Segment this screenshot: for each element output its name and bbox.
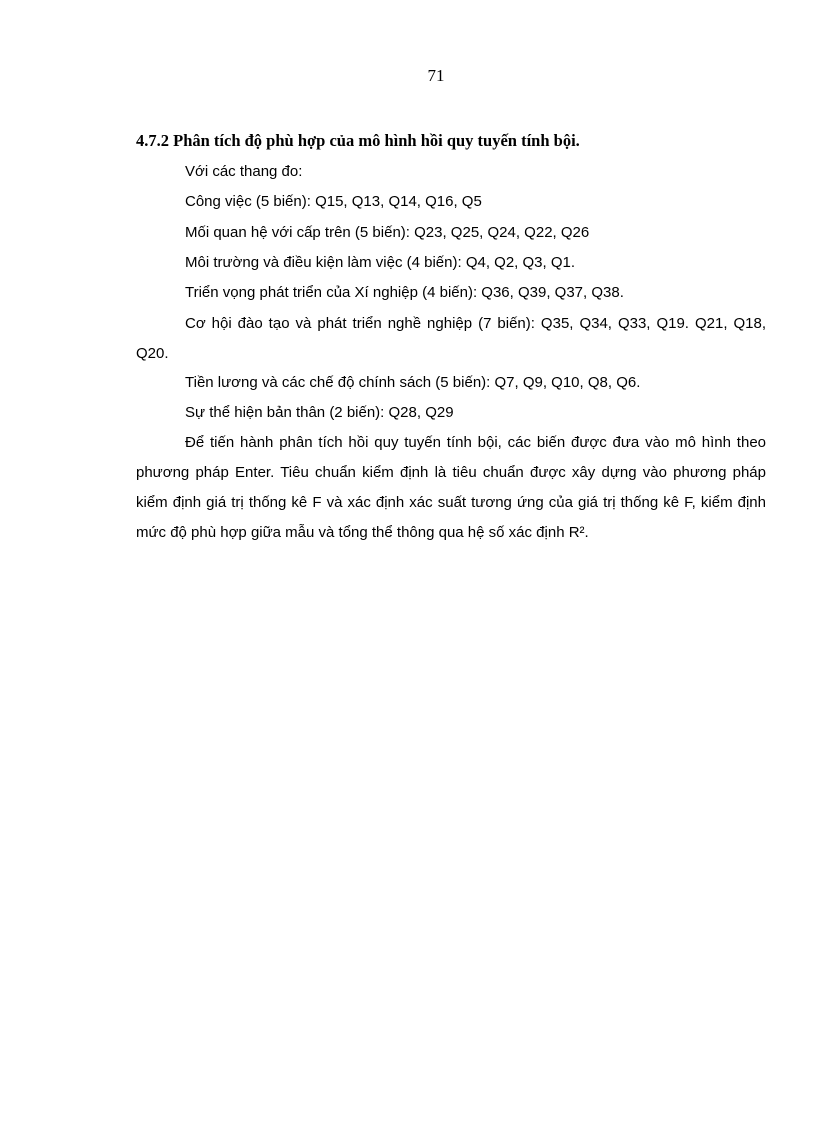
scale-item: Sự thể hiện bản thân (2 biến): Q28, Q29: [185, 404, 454, 421]
scale-item: Mối quan hệ với cấp trên (5 biến): Q23, Q25, Q24, Q22, Q26: [185, 224, 590, 241]
scale-item: Triển vọng phát triển của Xí nghiệp (4 biến): Q36, Q39, Q37, Q38.: [185, 284, 624, 301]
intro-line: Với các thang đo:: [185, 163, 303, 180]
scale-item-training: Cơ hội đào tạo và phát triển nghề nghiệp (7 biến): Q35, Q34, Q33, Q19. Q21, Q18, Q20.: [136, 315, 766, 362]
scale-item: Môi trường và điều kiện làm việc (4 biến): Q4, Q2, Q3, Q1.: [185, 254, 576, 271]
body-paragraph: Để tiến hành phân tích hồi quy tuyến tính bội, các biến được đưa vào mô hình theo phương pháp Enter. Tiêu chuẩn kiểm định là tiêu chuẩn được xây dựng vào phương pháp kiểm định giá trị thống kê F và xác định xác suất tương ứng của giá trị thống kê F, kiểm định mức độ phù hợp giữa mẫu và tổng thể thông qua hệ số xác định R².: [136, 434, 766, 541]
scale-item: Công việc (5 biến): Q15, Q13, Q14, Q16, Q5: [185, 193, 482, 210]
scale-item: Tiền lương và các chế độ chính sách (5 biến): Q7, Q9, Q10, Q8, Q6.: [185, 374, 641, 391]
section-heading: 4.7.2 Phân tích độ phù hợp của mô hình hồi quy tuyến tính bội.: [136, 131, 580, 150]
page-number: 71: [427, 66, 445, 85]
